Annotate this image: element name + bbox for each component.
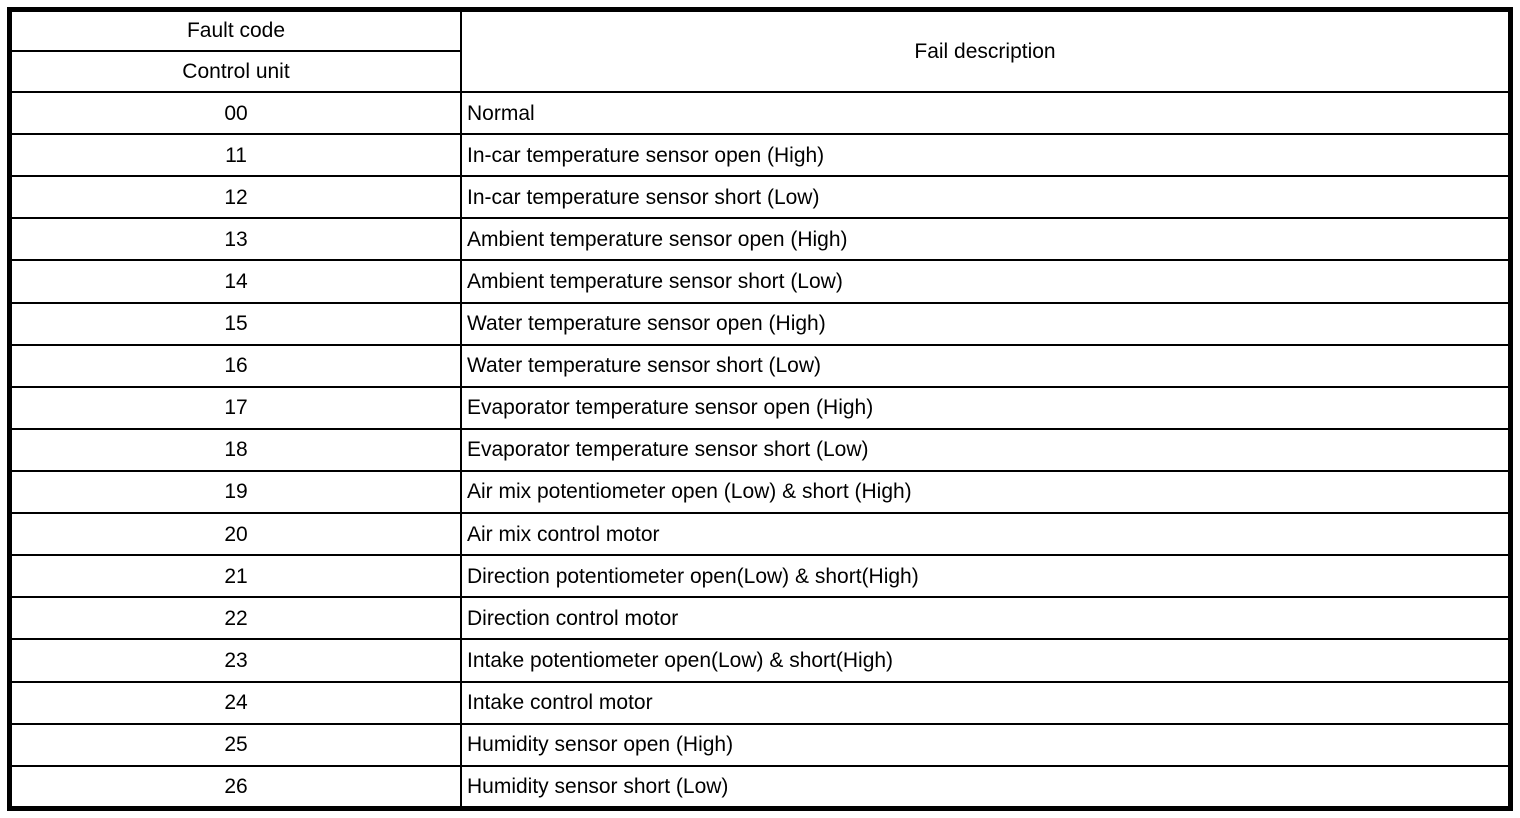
fail-description-cell: Ambient temperature sensor short (Low): [461, 260, 1510, 302]
fail-description-cell: Humidity sensor short (Low): [461, 766, 1510, 808]
fault-code-cell: 15: [10, 303, 461, 345]
table-header: [10, 10, 1510, 92]
table-row: [10, 387, 1510, 429]
table-row: [10, 639, 1510, 681]
table-body: [10, 92, 1510, 808]
table-row: [10, 345, 1510, 387]
table-row: [10, 260, 1510, 302]
fault-code-cell: 13: [10, 218, 461, 260]
table-row: [10, 555, 1510, 597]
fault-code-cell: 11: [10, 134, 461, 176]
table-row: [10, 429, 1510, 471]
fail-description-cell: Humidity sensor open (High): [461, 724, 1510, 766]
table-row: [10, 134, 1510, 176]
header-row-fault-code: [10, 10, 1510, 51]
table-row: [10, 682, 1510, 724]
table-row: [10, 724, 1510, 766]
fault-code-cell: 20: [10, 513, 461, 555]
fail-description-cell: Normal: [461, 92, 1510, 134]
table-row: [10, 176, 1510, 218]
fault-code-cell: 26: [10, 766, 461, 808]
fault-code-cell: 12: [10, 176, 461, 218]
table-row: [10, 597, 1510, 639]
fail-description-cell: Air mix potentiometer open (Low) & short (High): [461, 471, 1510, 513]
fail-description-cell: Direction potentiometer open(Low) & short(High): [461, 555, 1510, 597]
fail-description-cell: Water temperature sensor open (High): [461, 303, 1510, 345]
fault-code-cell: 22: [10, 597, 461, 639]
fail-description-cell: Direction control motor: [461, 597, 1510, 639]
fault-code-cell: 18: [10, 429, 461, 471]
table-row: [10, 513, 1510, 555]
fault-code-cell: 21: [10, 555, 461, 597]
table-row: [10, 471, 1510, 513]
table-row: [10, 766, 1510, 808]
table-row: [10, 303, 1510, 345]
fault-code-table: [8, 8, 1512, 810]
fault-code-cell: 19: [10, 471, 461, 513]
fault-code-cell: 23: [10, 639, 461, 681]
fault-code-cell: 16: [10, 345, 461, 387]
fault-code-cell: 14: [10, 260, 461, 302]
fail-description-cell: In-car temperature sensor open (High): [461, 134, 1510, 176]
fault-code-cell: 00: [10, 92, 461, 134]
fault-code-cell: 25: [10, 724, 461, 766]
header-fault-code: Fault code: [10, 10, 461, 51]
fault-code-cell: 17: [10, 387, 461, 429]
fail-description-cell: In-car temperature sensor short (Low): [461, 176, 1510, 218]
fail-description-cell: Air mix control motor: [461, 513, 1510, 555]
fail-description-cell: Water temperature sensor short (Low): [461, 345, 1510, 387]
header-control-unit: Control unit: [10, 51, 461, 92]
fail-description-cell: Evaporator temperature sensor short (Low): [461, 429, 1510, 471]
table-row: [10, 218, 1510, 260]
header-fail-description: Fail description: [461, 10, 1510, 92]
fail-description-cell: Evaporator temperature sensor open (High): [461, 387, 1510, 429]
fail-description-cell: Ambient temperature sensor open (High): [461, 218, 1510, 260]
table-row: [10, 92, 1510, 134]
fail-description-cell: Intake potentiometer open(Low) & short(High): [461, 639, 1510, 681]
fault-code-cell: 24: [10, 682, 461, 724]
fail-description-cell: Intake control motor: [461, 682, 1510, 724]
